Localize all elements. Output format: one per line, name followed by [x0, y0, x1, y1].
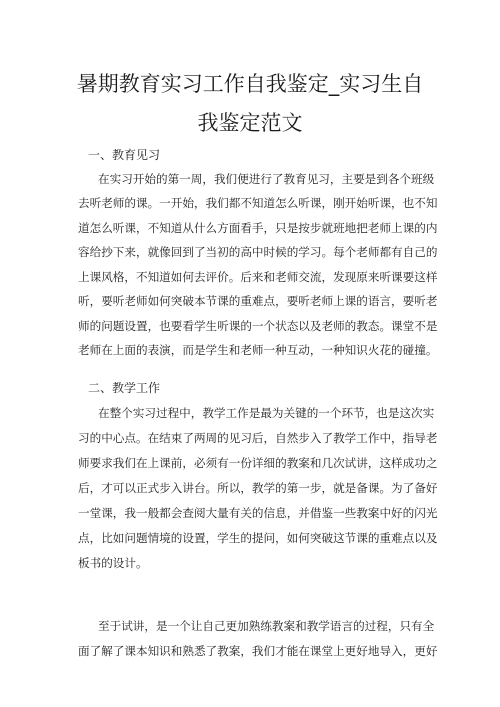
- paragraph-line: 师要求我们在上课前，必须有一份详细的教案和几次试讲，这样成功之: [78, 456, 438, 470]
- paragraph-line: 点，比如问题情境的设置，学生的提问，如何突破这节课的重难点以及: [78, 531, 438, 545]
- paragraph-line: 老师在上面的表演，而是学生和老师一种互动，一种知识火花的碰撞。: [78, 343, 438, 357]
- paragraph-line: 去听老师的课。一开始，我们都不知道怎么听课，刚开始听课，也不知: [78, 196, 438, 210]
- paragraph-line: 在整个实习过程中，教学工作是最为关键的一个环节，也是这次实: [98, 406, 435, 420]
- paragraph-line: 一堂课，我一般都会查阅大量有关的信息，并借鉴一些教案中好的闪光: [78, 506, 438, 520]
- section-heading-teaching-work: 二、教学工作: [88, 381, 161, 395]
- paragraph-line: 至于试讲，是一个让自己更加熟练教案和教学语言的过程，只有全: [98, 619, 435, 633]
- paragraph-line: 容给抄下来，就像回到了当初的高中时候的学习。每个老师都有自己的: [78, 245, 438, 259]
- section-heading-education-observation: 一、教育见习: [88, 148, 161, 162]
- paragraph-line: 在实习开始的第一周，我们便进行了教育见习，主要是到各个班级: [98, 172, 435, 186]
- paragraph-line: 道怎么听课，不知道从什么方面看手，只是按步就班地把老师上课的内: [78, 221, 438, 235]
- paragraph-line: 师的问题设置，也要看学生听课的一个状态以及老师的教态。课堂不是: [78, 319, 438, 333]
- paragraph-line: 板书的设计。: [78, 556, 148, 570]
- document-title-line-1: 暑期教育实习工作自我鉴定_实习生自: [76, 72, 424, 96]
- paragraph-line: 后，才可以正式步入讲台。所以，教学的第一步，就是备课。为了备好: [78, 481, 438, 495]
- paragraph-line: 听，要听老师如何突破本节课的重难点，要听老师上课的语言，要听老: [78, 294, 438, 308]
- document-title-line-2: 我鉴定范文: [197, 111, 303, 135]
- paragraph-line: 习的中心点。在结束了两周的见习后，自然步入了教学工作中，指导老: [78, 431, 438, 445]
- paragraph-line: 面了解了课本知识和熟悉了教案，我们才能在课堂上更好地导入，更好: [78, 644, 438, 658]
- paragraph-line: 上课风格，不知道如何去评价。后来和老师交流，发现原来听课要这样: [78, 270, 438, 284]
